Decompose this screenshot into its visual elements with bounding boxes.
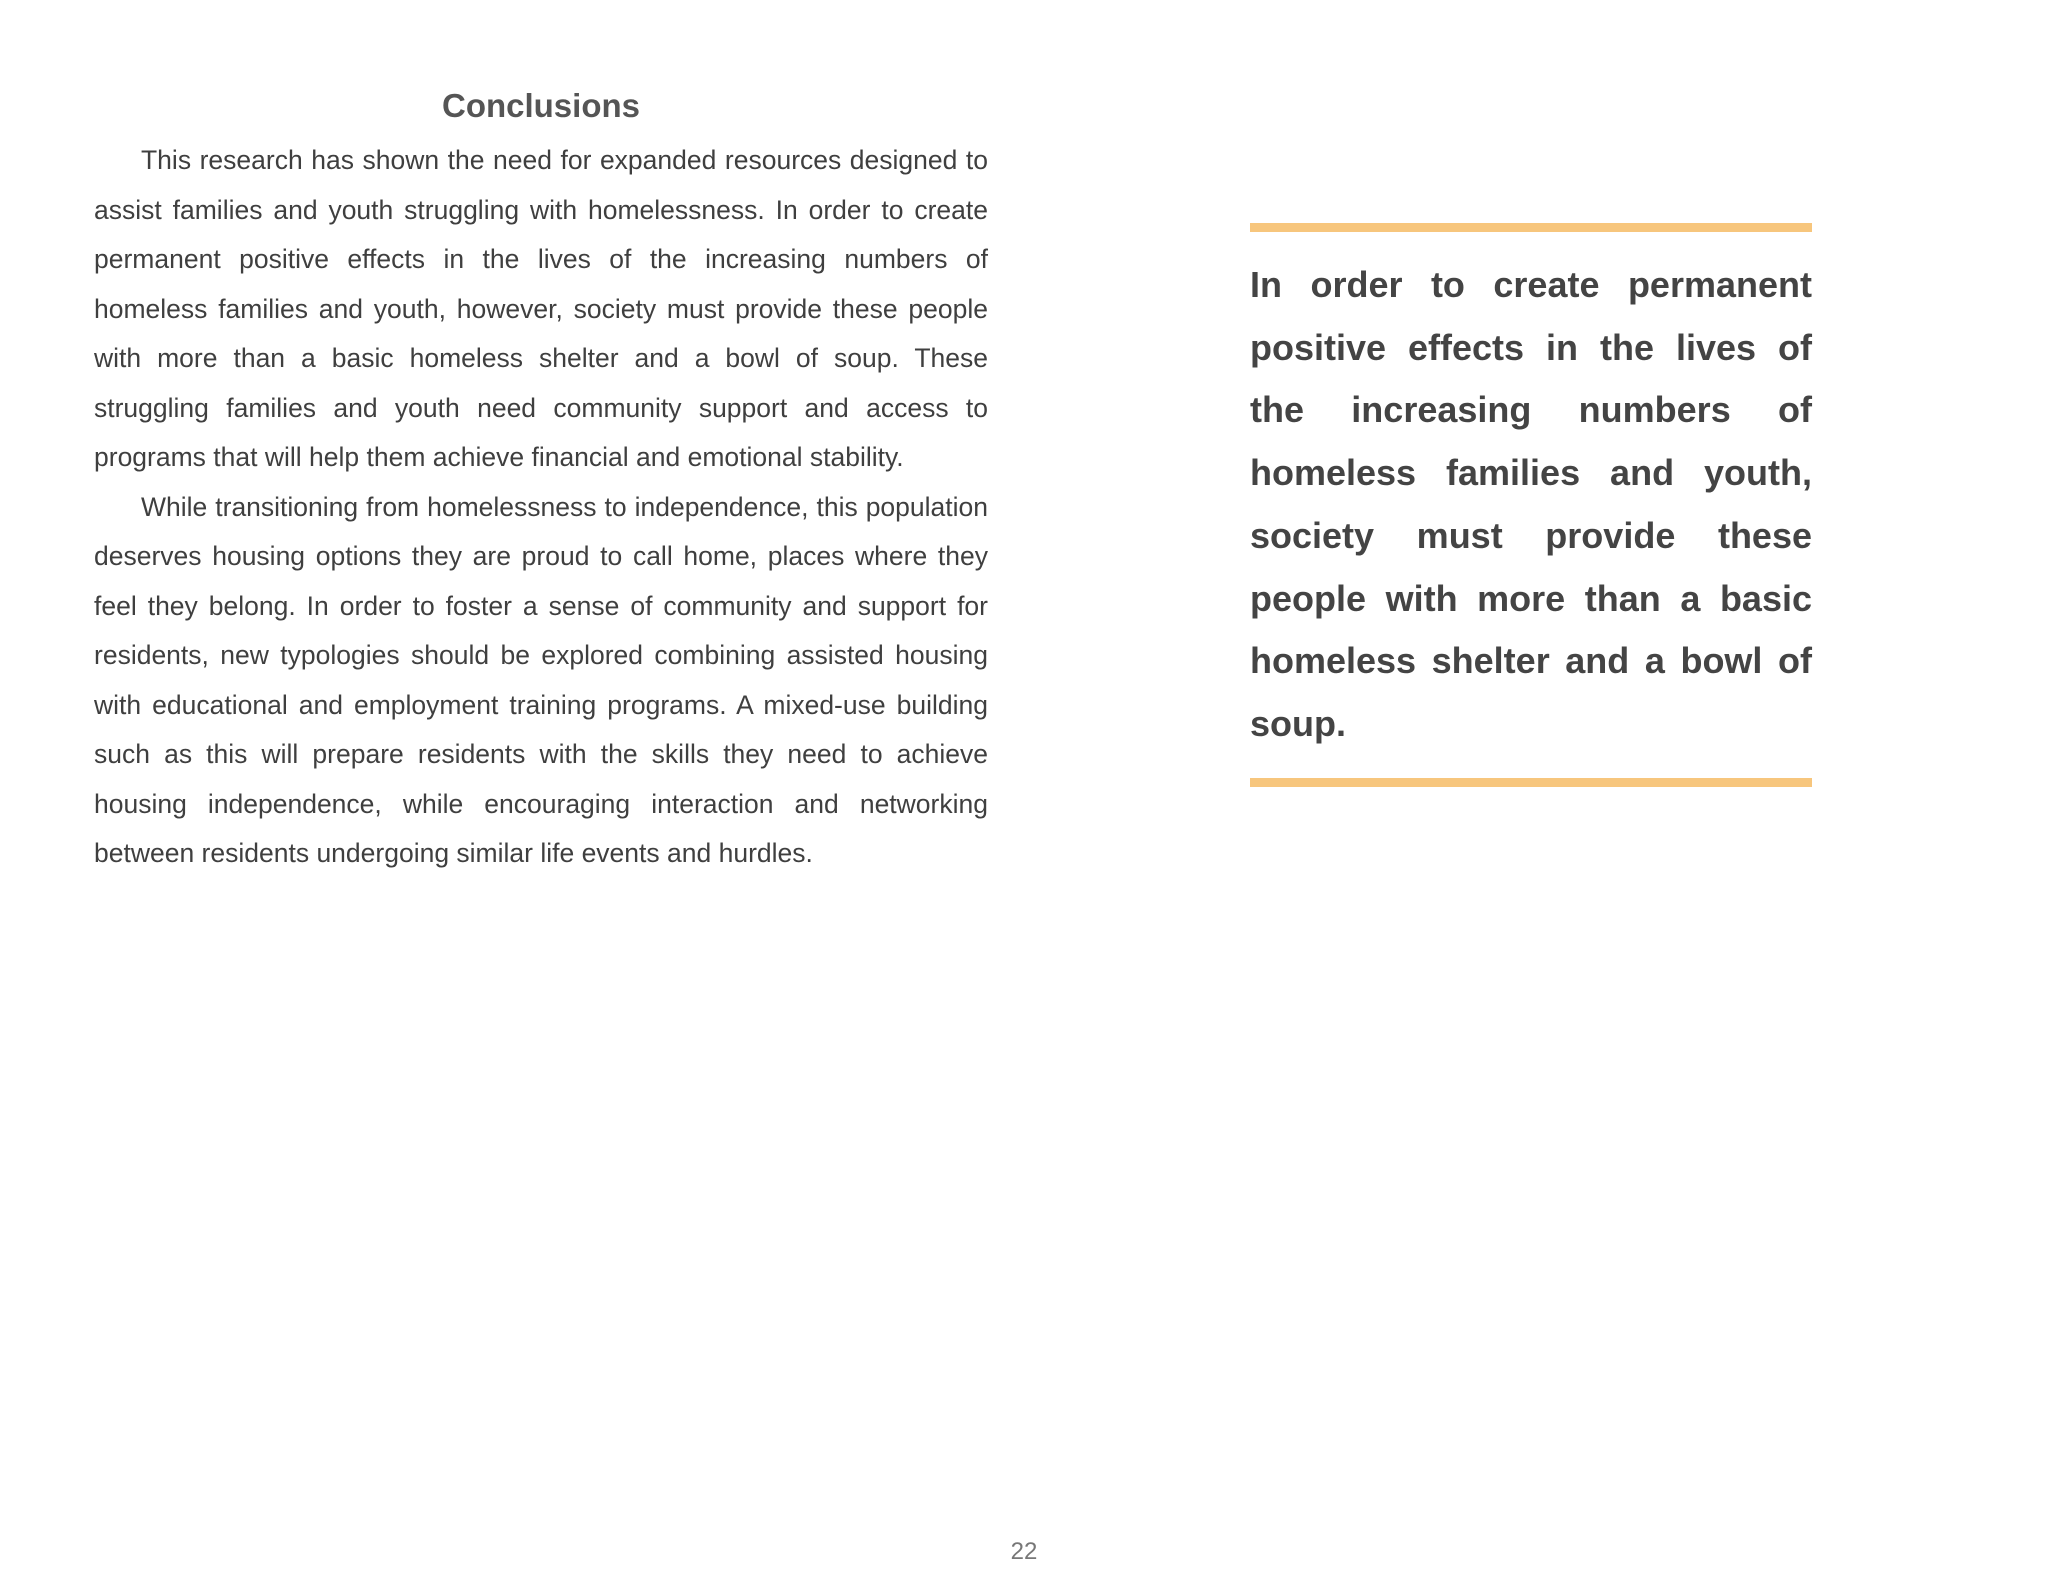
page-number: 22 xyxy=(1010,1538,1038,1565)
body-paragraph-1: This research has shown the need for expanded resources designed to assist families and youth struggling with homelessness. In order to create permanent positive effects in the lives of the increasing numbers of homeless families and youth, however, society must provide these people with more than a basic homeless shelter and a bowl of soup. These struggling families and youth need community support and access to programs that will help them achieve financial and emotional stability. xyxy=(94,145,988,472)
conclusions-section xyxy=(94,82,988,879)
pull-quote-top-rule xyxy=(1250,223,1812,232)
pull-quote-text: In order to create permanent positive effects in the lives of the increasing numbers of homeless families and youth, society must provide these people with more than a basic homeless shelter and a bowl of soup. xyxy=(1250,264,1812,744)
pull-quote xyxy=(1250,223,1812,787)
pull-quote-bottom-rule xyxy=(1250,778,1812,787)
section-heading: Conclusions xyxy=(441,87,641,124)
body-paragraph-2: While transitioning from homelessness to independence, this population deserves housing options they are proud to call home, places where they feel they belong. In order to foster a sense of community and support for residents, new typologies should be explored combining assisted housing with educational and employment training programs. A mixed-use building such as this will prepare residents with the skills they need to achieve housing independence, while encouraging interaction and networking between residents undergoing similar life events and hurdles. xyxy=(94,491,988,868)
